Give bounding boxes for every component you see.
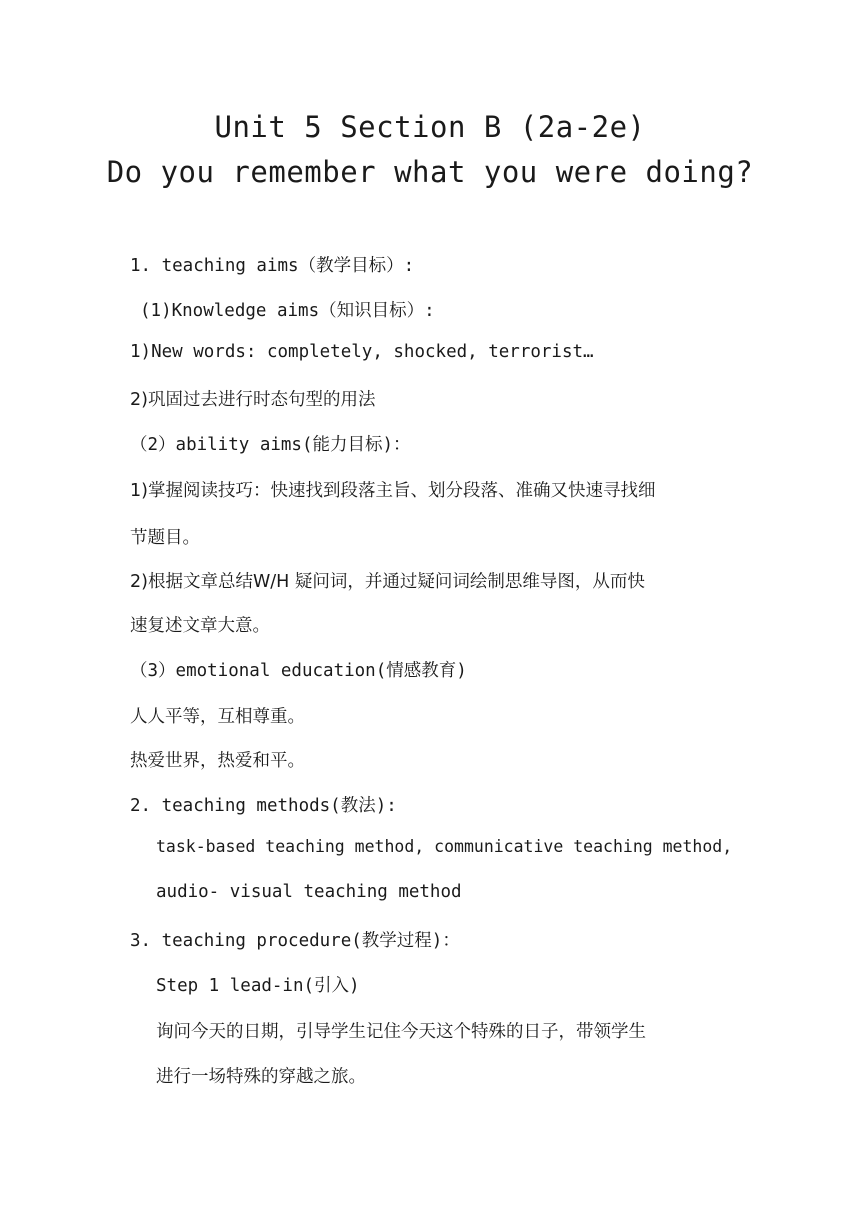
step-1-heading: Step 1 lead-in(引入) <box>156 976 360 996</box>
ability-aim-1-cont: 节题目。 <box>130 528 200 548</box>
emotional-item-1: 人人平等，互相尊重。 <box>130 707 305 727</box>
methods-list-cont: audio- visual teaching method <box>156 882 462 902</box>
methods-heading: 2. teaching methods(教法): <box>130 796 397 816</box>
knowledge-aim-1: 1)New words: completely, shocked, terrorist… <box>130 342 594 362</box>
knowledge-aims-heading: (1)Knowledge aims（知识目标）: <box>140 301 435 321</box>
ability-aim-2: 2)根据文章总结W/H 疑问词，并通过疑问词绘制思维导图，从而快 <box>130 572 645 592</box>
step-1-description: 询问今天的日期，引导学生记住今天这个特殊的日子，带领学生 <box>156 1022 646 1042</box>
emotional-education-heading: （3）emotional education(情感教育) <box>130 661 467 681</box>
title-line-2: Do you remember what you were doing? <box>106 155 754 189</box>
procedure-heading: 3. teaching procedure(教学过程)： <box>130 931 460 951</box>
knowledge-aim-2: 2)巩固过去进行时态句型的用法 <box>130 390 376 410</box>
ability-aim-2-cont: 速复述文章大意。 <box>130 616 270 636</box>
title-line-1: Unit 5 Section B (2a-2e) <box>214 110 646 144</box>
step-1-description-cont: 进行一场特殊的穿越之旅。 <box>156 1067 366 1087</box>
aims-heading: 1. teaching aims（教学目标）: <box>130 256 415 276</box>
emotional-item-2: 热爱世界，热爱和平。 <box>130 751 305 771</box>
methods-list: task-based teaching method, communicative teaching method, <box>156 837 733 856</box>
ability-aim-1: 1)掌握阅读技巧：快速找到段落主旨、划分段落、准确又快速寻找细 <box>130 481 656 501</box>
ability-aims-heading: （2）ability aims(能力目标)： <box>130 435 411 455</box>
